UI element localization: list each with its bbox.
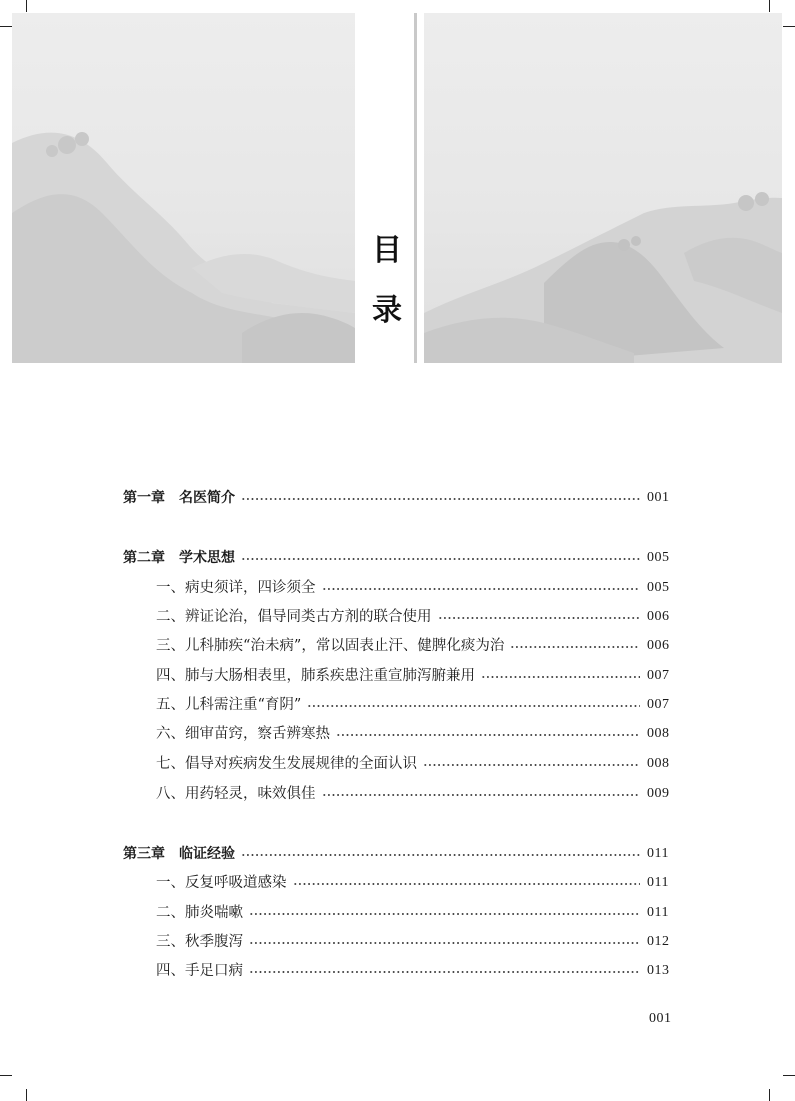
crop-mark-top-right-v [769, 0, 770, 12]
toc-leader-dots [510, 646, 640, 648]
toc-leader-dots [249, 971, 640, 973]
landscape-panel-right [424, 13, 782, 363]
crop-mark-top-left-h [0, 26, 12, 27]
toc-entry-label: 四、手足口病 [156, 963, 243, 979]
toc-leader-dots [241, 558, 640, 560]
toc-entry-label: 二、肺炎喘嗽 [156, 905, 243, 921]
toc-section-entry[interactable] [0, 959, 795, 983]
toc-leader-dots [438, 617, 640, 619]
toc-entry-page: 008 [647, 756, 670, 771]
toc-entry-label: 第三章 临证经验 [123, 846, 235, 862]
landscape-panel-left [12, 13, 355, 363]
toc-entry-label: 三、秋季腹泻 [156, 934, 243, 950]
toc-leader-dots [249, 942, 640, 944]
toc-chapter-entry[interactable] [0, 842, 795, 866]
toc-entry-label: 五、儿科需注重“育阴” [156, 697, 302, 713]
toc-entry-label: 四、肺与大肠相表里，肺系疾患注重宣肺泻腑兼用 [156, 668, 475, 684]
toc-entry-page: 008 [647, 726, 670, 741]
toc-entry-page: 011 [647, 846, 669, 861]
toc-leader-dots [293, 883, 640, 885]
toc-leader-dots [322, 794, 640, 796]
toc-entry-page: 005 [647, 580, 670, 595]
toc-entry-page: 007 [647, 668, 670, 683]
toc-entry-label: 一、病史须详，四诊须全 [156, 580, 316, 596]
landscape-painting-left [12, 13, 355, 363]
toc-chapter-entry[interactable] [0, 486, 795, 510]
toc-entry-label: 第一章 名医简介 [123, 490, 235, 506]
toc-section-entry[interactable] [0, 722, 795, 746]
toc-entry-page: 013 [647, 963, 670, 978]
toc-section-entry[interactable] [0, 930, 795, 954]
toc-section-entry[interactable] [0, 634, 795, 658]
toc-section-entry[interactable] [0, 782, 795, 806]
toc-section-entry[interactable] [0, 871, 795, 895]
page-number: 001 [649, 1011, 672, 1026]
toc-title-char-1: 目 [372, 233, 402, 268]
toc-section-entry[interactable] [0, 664, 795, 688]
toc-entry-label: 二、辨证论治，倡导同类古方剂的联合使用 [156, 609, 432, 625]
toc-leader-dots [307, 705, 640, 707]
toc-entry-page: 012 [647, 934, 670, 949]
toc-entry-page: 001 [647, 490, 670, 505]
toc-entry-label: 第二章 学术思想 [123, 550, 235, 566]
toc-section-entry[interactable] [0, 576, 795, 600]
toc-leader-dots [336, 734, 640, 736]
toc-entry-label: 七、倡导对疾病发生发展规律的全面认识 [156, 756, 417, 772]
toc-entry-page: 011 [647, 875, 669, 890]
toc-section-entry[interactable] [0, 752, 795, 776]
crop-mark-bottom-left-v [26, 1089, 27, 1101]
toc-entry-label: 三、儿科肺疾“治未病”，常以固表止汗、健脾化痰为治 [156, 638, 505, 654]
toc-section-entry[interactable] [0, 693, 795, 717]
toc-entry-label: 一、反复呼吸道感染 [156, 875, 287, 891]
toc-entry-label: 八、用药轻灵，味效俱佳 [156, 786, 316, 802]
landscape-painting-right [424, 13, 782, 363]
crop-mark-top-left-v [26, 0, 27, 12]
toc-entry-page: 011 [647, 905, 669, 920]
crop-mark-top-right-h [783, 26, 795, 27]
toc-section-entry[interactable] [0, 901, 795, 925]
toc-leader-dots [322, 588, 640, 590]
toc-leader-dots [481, 676, 640, 678]
toc-entry-label: 六、细审苗窍，察舌辨寒热 [156, 726, 330, 742]
toc-section-entry[interactable] [0, 605, 795, 629]
toc-leader-dots [241, 498, 640, 500]
toc-chapter-entry[interactable] [0, 546, 795, 570]
crop-mark-bottom-left-h [0, 1075, 12, 1076]
toc-leader-dots [249, 913, 640, 915]
toc-leader-dots [241, 854, 640, 856]
toc-entry-page: 009 [647, 786, 670, 801]
toc-title-char-2: 录 [372, 293, 402, 328]
toc-entry-page: 005 [647, 550, 670, 565]
crop-mark-bottom-right-v [769, 1089, 770, 1101]
toc-entry-page: 006 [647, 638, 670, 653]
toc-leader-dots [423, 764, 640, 766]
crop-mark-bottom-right-h [783, 1075, 795, 1076]
toc-entry-page: 007 [647, 697, 670, 712]
toc-title-box [360, 13, 417, 363]
toc-entry-page: 006 [647, 609, 670, 624]
